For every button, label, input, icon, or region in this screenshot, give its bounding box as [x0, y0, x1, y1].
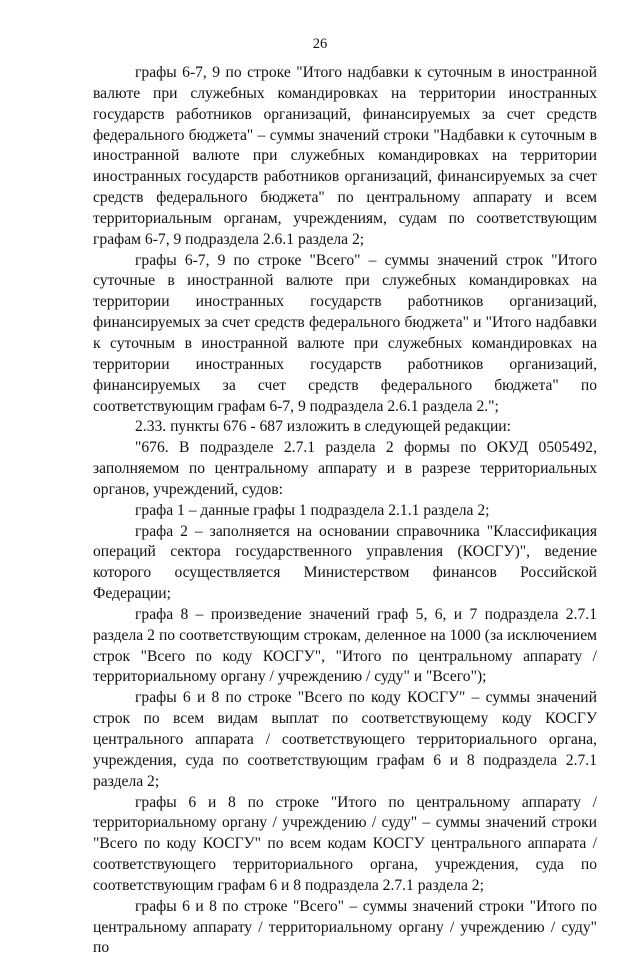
paragraph-10: графы 6 и 8 по строке "Всего" – суммы значений строки "Итого по центральному аппарату / территориальному органу / учреждению / суду" по [93, 897, 597, 957]
page-number: 26 [312, 36, 328, 52]
paragraph-3: 2.33. пункты 676 - 687 изложить в следующей редакции: [135, 418, 511, 436]
paragraph-6: графа 2 – заполняется на основании справочника "Классификация операций сектора государственного управления (КОСГУ)", ведение которого осуществляется Министерством финансов Российской Федерации; [93, 522, 597, 603]
paragraph-4: "676. В подразделе 2.7.1 раздела 2 формы по ОКУД 0505492, заполняемом по центральному аппарату и в разрезе территориальных органов, учреждений, судов: [93, 439, 597, 498]
paragraph-1: графы 6-7, 9 по строке "Итого надбавки к суточным в иностранной валюте при служебных командировках на территории иностранных государств работников организаций, финансируемых за счет средств федерального бюджета" – суммы значений строки "Надбавки к суточным в иностранной валюте при служебных командировках на территории иностранных государств работников организаций, финансируемых за счет средств федерального бюджета" по центральному аппарату и всем территориальным органам, учреждениям, судам по соответствующим графам 6-7, 9 подраздела 2.6.1 раздела 2; [93, 64, 597, 248]
document-body [93, 63, 597, 959]
paragraph-7: графа 8 – произведение значений граф 5, 6, и 7 подраздела 2.7.1 раздела 2 по соответствующим строкам, деленное на 1000 (за исключением строк "Всего по коду КОСГУ", "Итого по центральному аппарату / территориальному органу / учреждению / суду" и "Всего"); [93, 605, 597, 686]
paragraph-5: графа 1 – данные графы 1 подраздела 2.1.1 раздела 2; [135, 501, 490, 519]
paragraph-8: графы 6 и 8 по строке "Всего по коду КОСГУ" – суммы значений строк по всем видам выплат по соответствующему коду КОСГУ центрального аппарата / соответствующего территориального органа, учреждения, суда по соответствующим графам 6 и 8 подраздела 2.7.1 раздела 2; [93, 689, 597, 790]
paragraph-2: графы 6-7, 9 по строке "Всего" – суммы значений строк "Итого суточные в иностранной валюте при служебных командировках на территории иностранных государств работников организаций, финансируемых за счет средств федерального бюджета" и "Итого надбавки к суточным в иностранной валюте при служебных командировках на территории иностранных государств работников организаций, финансируемых за счет средств федерального бюджета" по соответствующим графам 6-7, 9 подраздела 2.6.1 раздела 2."; [93, 251, 597, 415]
paragraph-9: графы 6 и 8 по строке "Итого по центральному аппарату / территориальному органу / учреждению / суду" – суммы значений строки "Всего по коду КОСГУ" по всем кодам КОСГУ центрального аппарата / соответствующего территориального органа, учреждения, суда по соответствующим графам 6 и 8 подраздела 2.7.1 раздела 2; [93, 793, 597, 894]
